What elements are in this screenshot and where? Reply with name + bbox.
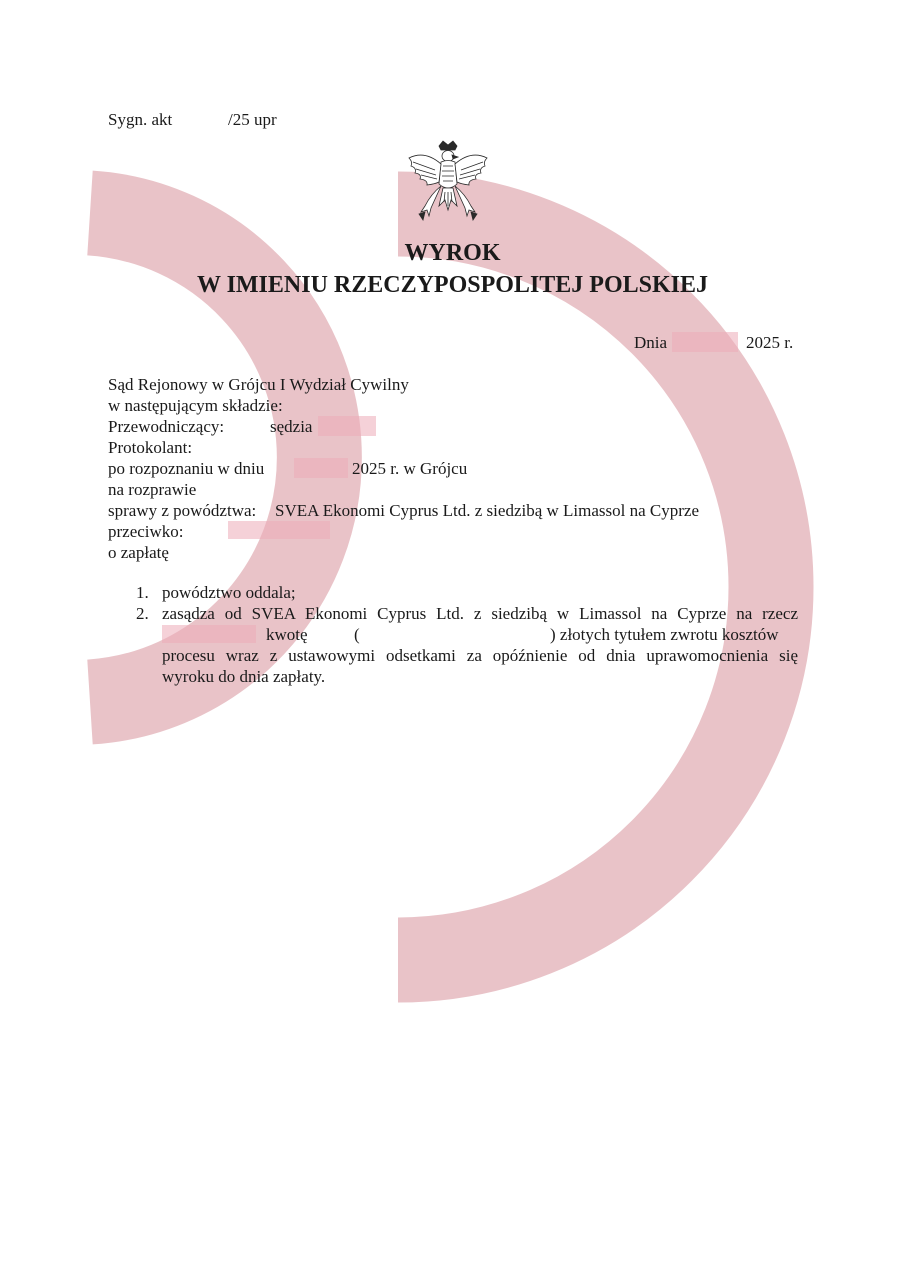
redaction-defendant-name <box>162 625 256 643</box>
redaction-defendant <box>228 521 330 539</box>
case-signature-suffix: /25 upr <box>228 110 277 129</box>
ruling-line-3: procesu wraz z ustawowymi odsetkami za opóźnienie od dnia uprawomocnienia się <box>162 646 798 665</box>
ruling-line-2-rest: ) złotych tytułem zwrotu kosztów <box>550 625 779 644</box>
hearing-type: na rozprawie <box>108 480 197 499</box>
judgment-title: WYROK <box>404 240 501 266</box>
ruling-line-1: zasądza od SVEA Ekonomi Cyprus Ltd. z siedzibą w Limassol na Cyprze na rzecz <box>162 604 798 623</box>
polish-eagle-emblem-icon <box>405 140 491 232</box>
redaction-hearing-date <box>294 458 348 478</box>
court-name: Sąd Rejonowy w Grójcu I Wydział Cywilny <box>108 375 409 394</box>
composition-label: w następującym składzie: <box>108 396 283 415</box>
ruling-item <box>108 582 798 603</box>
presiding-title: sędzia <box>270 417 313 436</box>
case-label: sprawy z powództwa: <box>108 501 257 520</box>
redaction-date <box>672 332 738 352</box>
ruling-item-number: 2. <box>136 604 149 623</box>
redaction-amount <box>364 625 550 643</box>
ruling-item-text: powództwo oddala; <box>162 583 296 602</box>
judgment-subtitle: W IMIENIU RZECZYPOSPOLITEJ POLSKIEJ <box>197 272 708 298</box>
ruling-line-2-amount-label: kwotę <box>266 625 308 644</box>
case-signature-label: Sygn. akt <box>108 110 173 129</box>
date-prefix: Dnia <box>634 333 668 352</box>
ruling-list <box>108 582 798 687</box>
date-suffix: 2025 r. <box>746 333 794 352</box>
hearing-label: po rozpoznaniu w dniu <box>108 459 265 478</box>
ruling-line-4: wyroku do dnia zapłaty. <box>162 667 326 686</box>
plaintiff-name: SVEA Ekonomi Cyprus Ltd. z siedzibą w Limassol na Cyprze <box>275 501 699 520</box>
case-subject: o zapłatę <box>108 543 169 562</box>
hearing-suffix: 2025 r. w Grójcu <box>352 459 468 478</box>
against-label: przeciwko: <box>108 522 184 541</box>
presiding-label: Przewodniczący: <box>108 417 225 436</box>
clerk-label: Protokolant: <box>108 438 193 457</box>
ruling-item: 2. zasądza od SVEA Ekonomi Cyprus Ltd. z siedzibą w Limassol na Cyprze na rzecz kwotę ( ) złotych tytułem zwrotu kosztów procesu wraz z ustawowymi odsetkami za opóźnienie od dnia uprawomocnienia się wyroku do dnia zapłaty. <box>136 604 798 686</box>
ruling-item-number: 1. <box>136 583 149 602</box>
redaction-judge-name <box>318 416 376 436</box>
